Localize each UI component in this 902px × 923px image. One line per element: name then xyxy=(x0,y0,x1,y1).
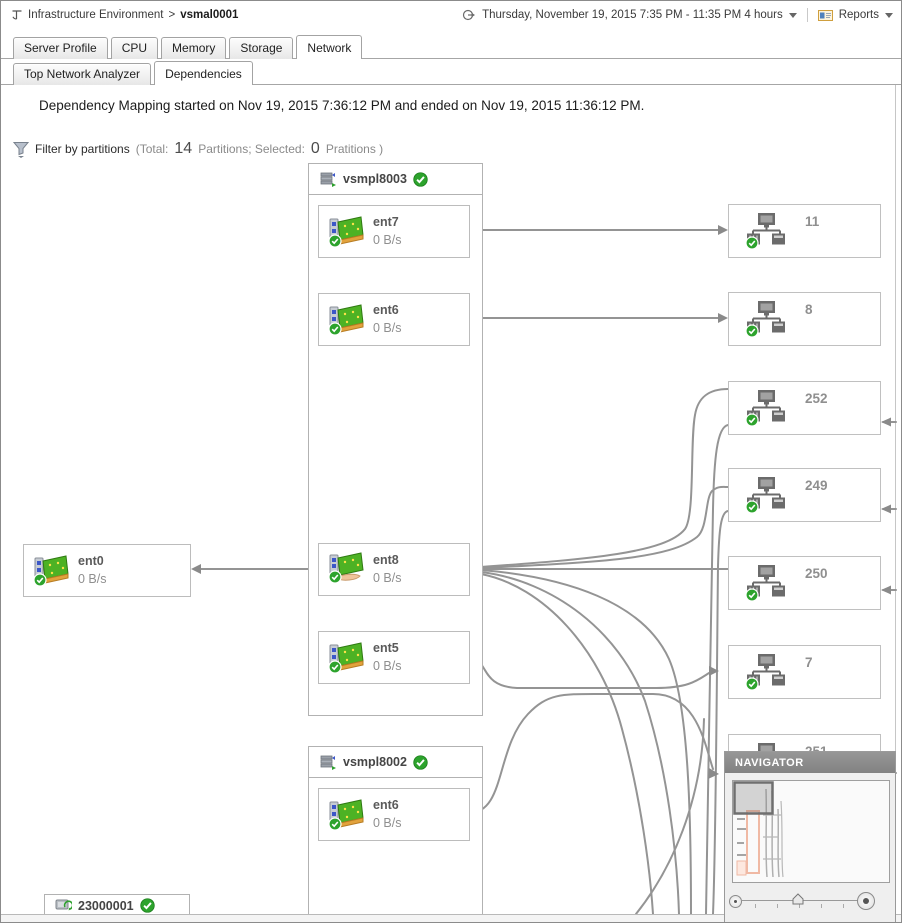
port-rate: 0 B/s xyxy=(373,571,402,585)
partition-label: 250 xyxy=(805,566,828,581)
tab-network[interactable]: Network xyxy=(296,35,362,59)
port-ent8[interactable] xyxy=(318,543,470,596)
port-name: ent8 xyxy=(373,553,399,567)
zoom-slider[interactable] xyxy=(725,890,895,920)
minimap-viewport xyxy=(735,783,773,814)
port-name: ent0 xyxy=(78,554,104,568)
port-name: ent7 xyxy=(373,215,399,229)
port-name: ent5 xyxy=(373,641,399,655)
tab-dependencies[interactable]: Dependencies xyxy=(154,61,253,85)
status-ok-icon xyxy=(140,898,155,913)
top-right-toolbar xyxy=(462,8,893,22)
port-name: ent6 xyxy=(373,798,399,812)
port-name: ent6 xyxy=(373,303,399,317)
slider-tick xyxy=(821,904,822,908)
status-ok-icon xyxy=(413,172,428,187)
partition-node-8[interactable] xyxy=(728,292,881,346)
zoom-slider-thumb[interactable] xyxy=(791,892,805,906)
navigator-panel[interactable] xyxy=(724,751,896,923)
breadcrumb xyxy=(11,9,238,21)
zoom-out-button[interactable] xyxy=(729,895,742,908)
network-segment-icon xyxy=(745,212,789,250)
container-title: vsmpl8002 xyxy=(343,755,407,769)
reports-label[interactable]: Reports xyxy=(838,9,879,21)
top-bar xyxy=(1,1,901,31)
slider-tick xyxy=(755,904,756,908)
port-ent7[interactable] xyxy=(318,205,470,258)
partition-label: 252 xyxy=(805,391,828,406)
partition-server-icon xyxy=(319,170,337,188)
dependency-mapping-status: Dependency Mapping started on Nov 19, 2015 7:36:12 PM and ended on Nov 19, 2015 11:36:12 PM. xyxy=(39,98,645,113)
tab-storage[interactable]: Storage xyxy=(229,37,293,59)
slider-tick xyxy=(777,904,778,908)
shared-nic-icon xyxy=(327,551,365,587)
tab-top-network-analyzer[interactable]: Top Network Analyzer xyxy=(13,63,151,85)
time-range-label: Thursday, November 19, 2015 7:35 PM - 11:35 PM 4 hours xyxy=(482,9,783,21)
port-rate: 0 B/s xyxy=(373,816,402,830)
partition-label: 7 xyxy=(805,655,813,670)
navigator-minimap[interactable] xyxy=(732,780,890,883)
partition-node-249[interactable] xyxy=(728,468,881,522)
container-vsmpl8003-header[interactable] xyxy=(309,164,482,195)
nic-icon xyxy=(32,552,70,588)
tab-server-profile[interactable]: Server Profile xyxy=(13,37,108,59)
sub-tabs xyxy=(1,61,901,85)
partition-node-252[interactable] xyxy=(728,381,881,435)
port-rate: 0 B/s xyxy=(78,572,107,586)
partition-label: 249 xyxy=(805,478,828,493)
time-range-caret-icon[interactable] xyxy=(789,13,797,18)
container-23000001[interactable] xyxy=(44,894,190,916)
partition-label: 11 xyxy=(805,214,820,229)
breadcrumb-separator: > xyxy=(168,9,176,21)
port-ent5[interactable] xyxy=(318,631,470,684)
partition-label: 8 xyxy=(805,302,813,317)
nic-icon xyxy=(327,301,365,337)
reports-caret-icon[interactable] xyxy=(885,13,893,18)
port-rate: 0 B/s xyxy=(373,233,402,247)
breadcrumb-root[interactable]: Infrastructure Environment xyxy=(28,9,164,21)
breadcrumb-current: vsmal0001 xyxy=(180,9,239,21)
topology-icon xyxy=(11,9,23,21)
filter-total-label: (Total: xyxy=(135,142,169,156)
navigator-title: NAVIGATOR xyxy=(735,756,804,769)
host-icon xyxy=(55,898,72,913)
tab-cpu[interactable]: CPU xyxy=(111,37,158,59)
tab-memory[interactable]: Memory xyxy=(161,37,226,59)
main-tabs xyxy=(1,35,901,59)
container-title: 23000001 xyxy=(78,898,134,913)
network-segment-icon xyxy=(745,653,789,691)
filter-by-partitions[interactable] xyxy=(13,140,383,158)
network-segment-icon xyxy=(745,476,789,514)
network-segment-icon xyxy=(745,300,789,338)
partition-node-250[interactable] xyxy=(728,556,881,610)
port-ent0[interactable] xyxy=(23,544,191,597)
port-rate: 0 B/s xyxy=(373,659,402,673)
slider-tick xyxy=(843,904,844,908)
port-vsmpl8002-ent6[interactable] xyxy=(318,788,470,841)
filter-funnel-icon xyxy=(13,141,29,158)
partition-server-icon xyxy=(319,753,337,771)
time-range-icon xyxy=(462,8,476,22)
toolbar-divider xyxy=(807,8,808,22)
partition-node-7[interactable] xyxy=(728,645,881,699)
filter-selected-value: 0 xyxy=(310,140,320,157)
nic-icon xyxy=(327,639,365,675)
filter-between-label: Partitions; Selected: xyxy=(198,142,305,156)
zoom-in-button[interactable] xyxy=(857,892,875,910)
network-segment-icon xyxy=(745,564,789,602)
status-ok-icon xyxy=(413,755,428,770)
reports-icon xyxy=(818,9,833,22)
network-segment-icon xyxy=(745,389,789,427)
port-ent6[interactable] xyxy=(318,293,470,346)
filter-suffix-label: Pratitions ) xyxy=(325,142,384,156)
nic-icon xyxy=(327,796,365,832)
filter-label[interactable]: Filter by partitions xyxy=(35,142,130,156)
container-title: vsmpl8003 xyxy=(343,172,407,186)
container-vsmpl8002-header[interactable] xyxy=(309,747,482,778)
navigator-header[interactable] xyxy=(725,752,895,773)
port-rate: 0 B/s xyxy=(373,321,402,335)
nic-icon xyxy=(327,213,365,249)
minimap-sketch xyxy=(733,781,889,882)
filter-total-value: 14 xyxy=(174,140,193,157)
partition-node-11[interactable] xyxy=(728,204,881,258)
